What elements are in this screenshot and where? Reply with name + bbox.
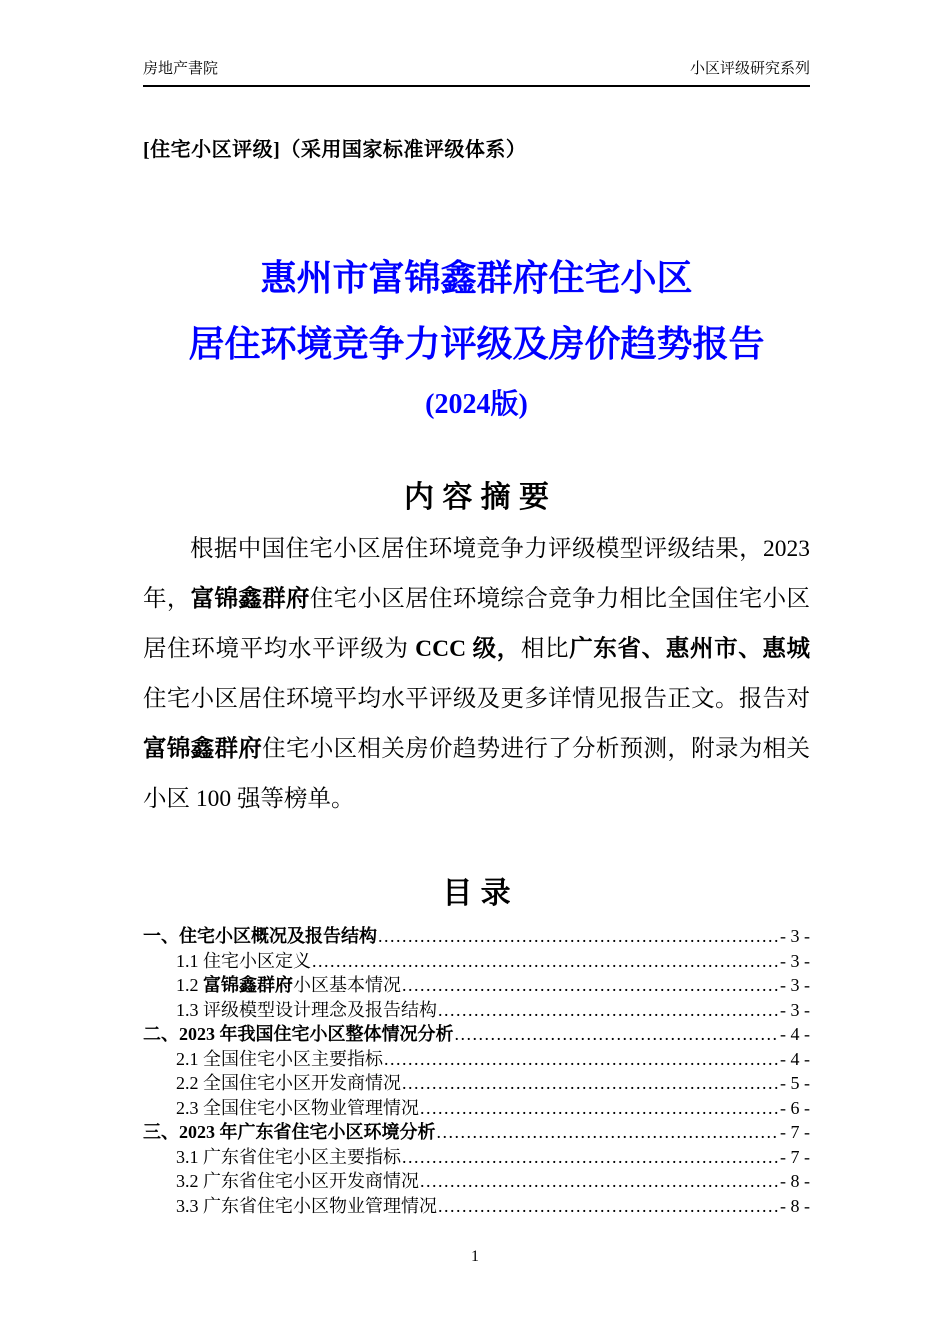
- toc-dot-leader: [420, 1096, 779, 1121]
- text-segment: 住宅小区相关房价趋势进行了分析预测，附录为相关小区 100 强等榜单。: [143, 736, 811, 812]
- toc-dot-leader: [402, 1071, 779, 1096]
- text-segment: 住宅小区居住环境综合竞争力相比全国住宅小区居住环境平均水平评级为: [143, 586, 811, 662]
- toc-entry-page-number: - 6 -: [780, 1097, 810, 1118]
- text-segment: 2.2 全国住宅小区开发商情况: [176, 1073, 401, 1093]
- toc-dot-leader: [402, 973, 779, 998]
- toc-heading: 目 录: [442, 877, 511, 910]
- page-number: 1: [471, 1248, 479, 1265]
- toc-dot-leader: [384, 1047, 779, 1072]
- report-title-line2: 居住环境竞争力评级及房价趋势报告: [188, 324, 765, 364]
- text-segment: 3.2 广东省住宅小区开发商情况: [176, 1171, 419, 1191]
- toc-entry-label: [176, 1169, 419, 1194]
- toc-entry-label: [143, 1022, 454, 1047]
- report-title-line1: 惠州市富锦鑫群府住宅小区: [260, 258, 693, 298]
- text-segment: 2.1 全国住宅小区主要指标: [176, 1048, 383, 1069]
- toc-entry[interactable]: [143, 1071, 810, 1096]
- toc-entry[interactable]: [143, 924, 810, 949]
- bold-text-segment: 富锦鑫群府: [190, 586, 310, 612]
- abstract-heading: 内 容 摘 要: [403, 481, 549, 514]
- abstract-paragraph: [143, 524, 810, 824]
- header-right-text: 小区评级研究系列: [689, 60, 810, 77]
- page-header: [143, 60, 810, 87]
- toc-entry[interactable]: [143, 1145, 810, 1170]
- toc-dot-leader: [437, 1120, 780, 1145]
- bold-text-segment: 二、2023 年我国住宅小区整体情况分析: [143, 1024, 454, 1044]
- bold-text-segment: CCC 级，: [415, 636, 521, 662]
- toc-entry-page-number: - 3 -: [780, 999, 810, 1020]
- bold-text-segment: 富锦鑫群府: [203, 975, 293, 995]
- toc-entry-label: [176, 973, 401, 998]
- toc-entry-page-number: - 8 -: [780, 1195, 810, 1216]
- text-segment: 2.3 全国住宅小区物业管理情况: [176, 1097, 419, 1118]
- header-left-text: 房地产書院: [143, 60, 219, 77]
- toc-dot-leader: [455, 1022, 780, 1047]
- toc-entry-label: [143, 924, 377, 949]
- toc-dot-leader: [420, 1169, 779, 1194]
- bold-text-segment: 富锦鑫群府: [143, 736, 263, 762]
- toc-entry-label: [176, 1047, 383, 1072]
- toc-entry-label: [176, 1071, 401, 1096]
- toc-list: [143, 924, 810, 1218]
- toc-entry-page-number: - 4 -: [780, 1024, 810, 1044]
- toc-dot-leader: [312, 949, 779, 974]
- toc-entry[interactable]: [143, 1022, 810, 1047]
- text-segment: 1.1 住宅小区定义: [176, 950, 311, 971]
- text-segment: 1.2: [176, 975, 203, 995]
- toc-entry[interactable]: [143, 1194, 810, 1219]
- toc-entry-label: [176, 949, 311, 974]
- toc-entry-page-number: - 3 -: [780, 975, 810, 995]
- toc-entry-page-number: - 8 -: [780, 1171, 810, 1191]
- report-edition: (2024版): [425, 389, 528, 420]
- toc-entry-label: [176, 1145, 401, 1170]
- toc-dot-leader: [438, 998, 779, 1023]
- bold-text-segment: 广东省、惠州市、惠城: [569, 636, 811, 662]
- text-segment: 3.1 广东省住宅小区主要指标: [176, 1146, 401, 1167]
- toc-entry-page-number: - 5 -: [780, 1073, 810, 1093]
- toc-dot-leader: [402, 1145, 779, 1170]
- bold-text-segment: 三、2023 年广东省住宅小区环境分析: [143, 1122, 436, 1142]
- text-segment: 根据中国住宅小区居住环境竞争力评级模型评级结果，2023 年，: [143, 536, 810, 612]
- text-segment: 相比: [520, 636, 570, 662]
- toc-entry[interactable]: [143, 998, 810, 1023]
- text-segment: 3.3 广东省住宅小区物业管理情况: [176, 1195, 437, 1216]
- toc-dot-leader: [378, 924, 779, 949]
- toc-entry-label: [176, 1194, 437, 1219]
- toc-entry-page-number: - 7 -: [780, 1122, 810, 1142]
- toc-entry-label: [176, 998, 437, 1023]
- toc-entry[interactable]: [143, 1096, 810, 1121]
- toc-dot-leader: [438, 1194, 779, 1219]
- toc-entry[interactable]: [143, 1047, 810, 1072]
- toc-entry-page-number: - 7 -: [780, 1146, 810, 1167]
- text-segment: 住宅小区居住环境平均水平评级及更多详情见报告正文。报告对: [143, 686, 810, 712]
- toc-entry[interactable]: [143, 973, 810, 998]
- toc-entry-label: [143, 1120, 436, 1145]
- toc-entry[interactable]: [143, 1169, 810, 1194]
- text-segment: 小区基本情况: [293, 975, 401, 995]
- rating-system-note: [住宅小区评级]（采用国家标准评级体系）: [143, 139, 527, 161]
- toc-entry[interactable]: [143, 1120, 810, 1145]
- toc-entry[interactable]: [143, 949, 810, 974]
- text-segment: 1.3 评级模型设计理念及报告结构: [176, 999, 437, 1020]
- bold-text-segment: 一、住宅小区概况及报告结构: [143, 926, 377, 946]
- toc-entry-label: [176, 1096, 419, 1121]
- toc-entry-page-number: - 3 -: [780, 950, 810, 971]
- toc-entry-page-number: - 4 -: [780, 1048, 810, 1069]
- report-title-block: [143, 256, 810, 424]
- toc-entry-page-number: - 3 -: [780, 926, 810, 946]
